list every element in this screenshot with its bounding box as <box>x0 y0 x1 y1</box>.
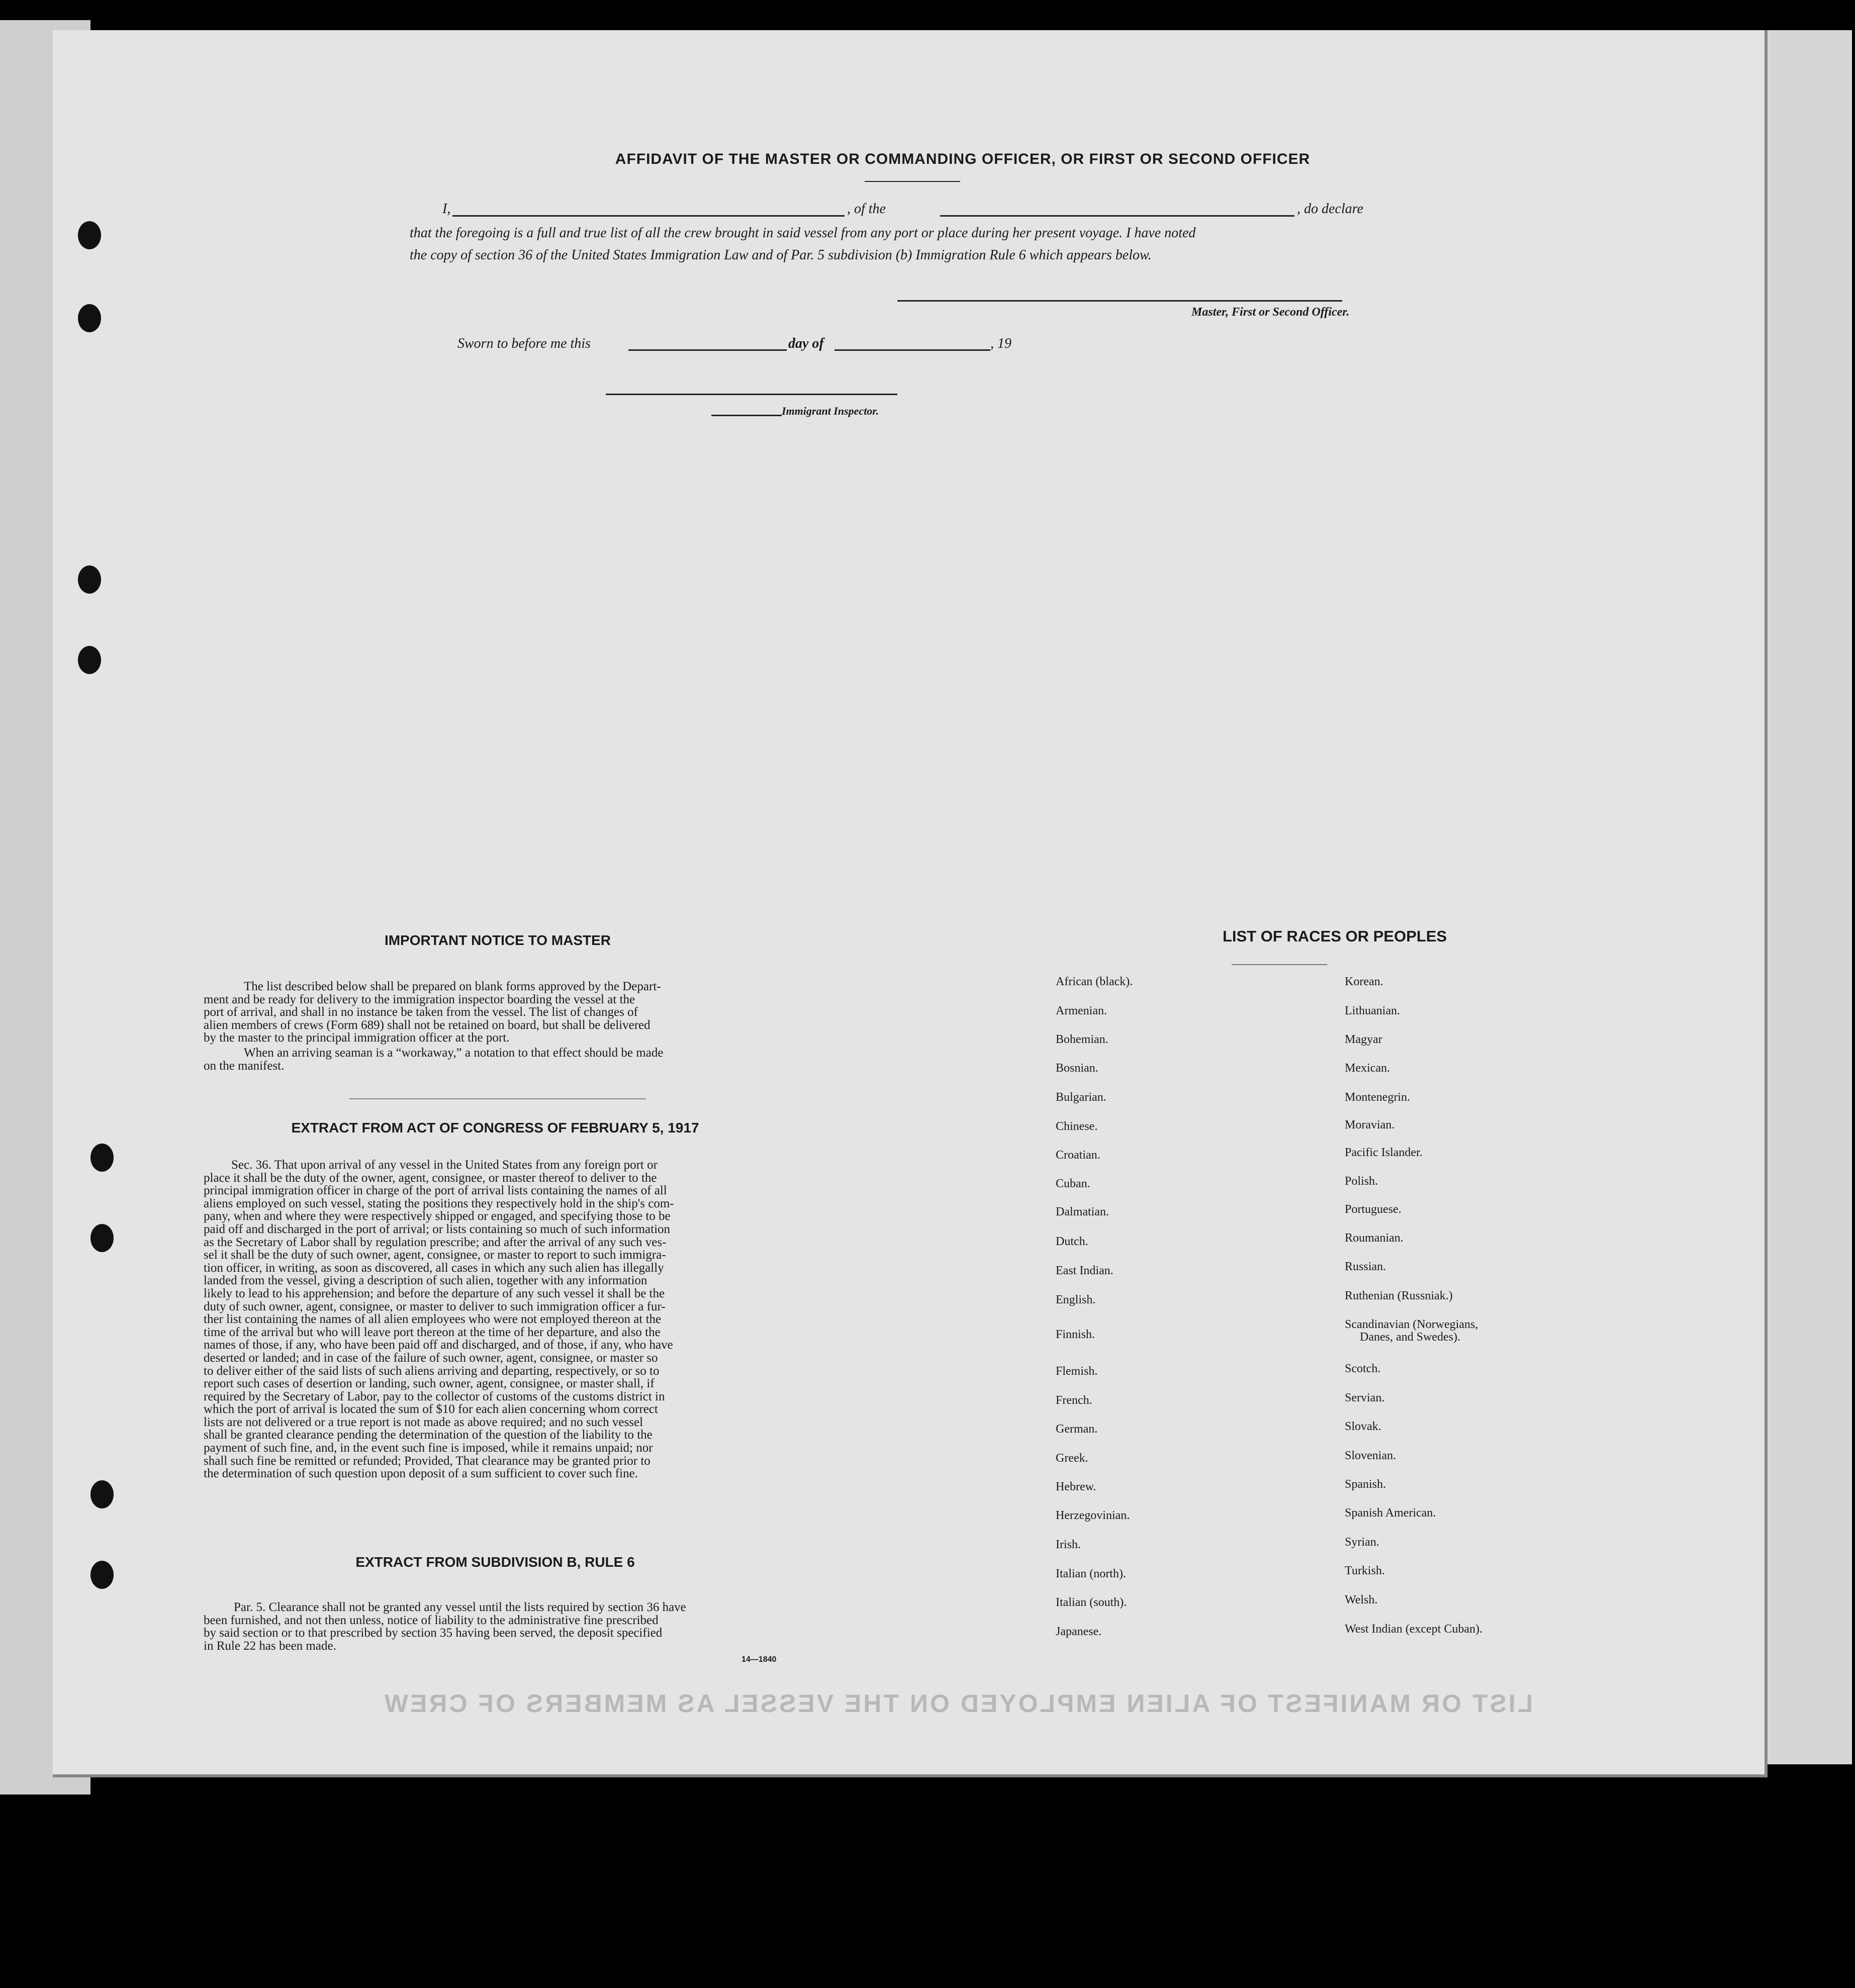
race-item: Portuguese. <box>1345 1203 1402 1216</box>
act-line: as the Secretary of Labor shall by regulation prescribe; and after the arrival of any such ves- <box>204 1235 667 1249</box>
race-item: English. <box>1056 1293 1096 1306</box>
race-item: Spanish. <box>1345 1478 1386 1491</box>
rule-line: by said section or to that prescribed by section 35 having been served, the deposit specified <box>204 1626 663 1640</box>
race-item: Armenian. <box>1056 1004 1107 1017</box>
declaration-line-2: the copy of section 36 of the United States Immigration Law and of Par. 5 subdivision (b) Immigration Rule 6 which appears below. <box>410 247 1152 263</box>
affidavit-title: AFFIDAVIT OF THE MASTER OR COMMANDING OFFICER, OR FIRST OR SECOND OFFICER <box>615 151 1311 167</box>
act-line: the determination of such question upon deposit of a sum sufficient to cover such fine. <box>204 1467 638 1481</box>
race-item: Flemish. <box>1056 1365 1098 1378</box>
race-item: Irish. <box>1056 1538 1081 1551</box>
act-line: Sec. 36. That upon arrival of any vessel in the United States from any foreign port or <box>231 1158 658 1172</box>
rule-heading: EXTRACT FROM SUBDIVISION B, RULE 6 <box>355 1554 635 1570</box>
form-number: 14—1840 <box>741 1655 777 1664</box>
inspector-caption: Immigrant Inspector. <box>782 405 879 417</box>
race-item: German. <box>1056 1423 1098 1436</box>
signature-blank <box>897 300 1342 302</box>
race-item: French. <box>1056 1394 1092 1407</box>
race-item: African (black). <box>1056 975 1133 988</box>
race-item: Spanish American. <box>1345 1506 1436 1520</box>
punch-hole <box>90 1224 114 1252</box>
act-line: payment of such fine, and, in the event such fine is imposed, while it remains unpaid; nor <box>204 1441 653 1455</box>
race-item: Moravian. <box>1345 1118 1395 1131</box>
act-line: shall be granted clearance pending the determination of the question of the liability to the <box>204 1428 653 1442</box>
race-item: Hebrew. <box>1056 1480 1096 1493</box>
act-line: which the port of arrival is located the sum of $10 for each alien concerning whom correct <box>204 1402 658 1416</box>
race-item: Chinese. <box>1056 1120 1098 1133</box>
notice-line: When an arriving seaman is a “workaway,” a notation to that effect should be made <box>244 1046 664 1060</box>
declaration-line-1: that the foregoing is a full and true list of all the crew brought in said vessel from any port or place during her present voyage. I have noted <box>410 225 1196 241</box>
inspector-signature-blank <box>606 394 897 395</box>
race-item: Servian. <box>1345 1391 1385 1404</box>
form-page <box>53 30 1768 1777</box>
race-item: Finnish. <box>1056 1328 1095 1341</box>
month-blank <box>834 349 990 351</box>
race-item: Magyar <box>1345 1033 1382 1046</box>
vessel-blank <box>940 215 1294 217</box>
race-item: East Indian. <box>1056 1264 1114 1277</box>
act-line: paid off and discharged in the port of arrival; or lists containing so much of such information <box>204 1222 671 1236</box>
notice-line: on the manifest. <box>204 1059 285 1073</box>
act-line: place it shall be the duty of the owner, agent, consignee, or master thereof to deliver to the <box>204 1171 657 1185</box>
act-line: sel it shall be the duty of such owner, agent, consignee, or master to report to such immigra- <box>204 1248 666 1262</box>
race-item: Korean. <box>1345 975 1383 988</box>
act-line: deserted or landed; and in case of the failure of such owner, agent, consignee, or master so <box>204 1351 658 1365</box>
punch-hole <box>78 565 101 594</box>
race-item: Lithuanian. <box>1345 1004 1400 1017</box>
race-item: Japanese. <box>1056 1625 1102 1638</box>
name-blank <box>452 215 845 217</box>
race-item: Slovak. <box>1345 1420 1381 1433</box>
punch-hole <box>90 1144 114 1172</box>
i-label: I, <box>442 201 451 217</box>
race-item: Slovenian. <box>1345 1449 1396 1462</box>
notice-heading: IMPORTANT NOTICE TO MASTER <box>384 932 611 948</box>
punch-hole <box>78 304 101 332</box>
notice-line: by the master to the principal immigration officer at the port. <box>204 1031 510 1045</box>
race-item: Montenegrin. <box>1345 1091 1410 1104</box>
day-of-label: day of <box>788 336 824 351</box>
title-underline <box>865 181 960 182</box>
notice-line: ment and be ready for delivery to the immigration inspector boarding the vessel at the <box>204 992 635 1006</box>
act-body <box>204 1159 787 1480</box>
inspector-short-blank <box>711 415 782 416</box>
section-divider <box>349 1098 646 1099</box>
race-item: Croatian. <box>1056 1149 1100 1162</box>
act-line: time of the arrival but who will leave port thereon at the time of her departure, and also the <box>204 1325 661 1339</box>
punch-hole <box>78 646 101 674</box>
race-item: Mexican. <box>1345 1062 1390 1075</box>
race-item: Ruthenian (Russniak.) <box>1345 1289 1453 1302</box>
race-item: Scotch. <box>1345 1362 1381 1375</box>
rule-body <box>204 1601 787 1652</box>
act-line: ther list containing the names of all alien employees who were not employed thereon at the <box>204 1312 662 1327</box>
races-heading: LIST OF RACES OR PEOPLES <box>1222 927 1447 945</box>
act-line: lists are not delivered or a true report is not made as above required; and no such vessel <box>204 1415 643 1429</box>
act-line: duty of such owner, agent, consignee, or master to deliver to such immigration officer a fur- <box>204 1299 666 1313</box>
punch-hole <box>78 221 101 249</box>
notice-line: The list described below shall be prepared on blank forms approved by the Depart- <box>244 980 661 993</box>
race-item: Turkish. <box>1345 1564 1385 1577</box>
rule-line: in Rule 22 has been made. <box>204 1639 336 1653</box>
race-item: Bohemian. <box>1056 1033 1108 1046</box>
race-item: Italian (south). <box>1056 1596 1127 1609</box>
rule-line: been furnished, and not then unless, notice of liability to the administrative fine prescribed <box>204 1613 659 1627</box>
day-blank <box>628 349 787 351</box>
act-line: landed from the vessel, giving a description of such alien, together with any information <box>204 1274 647 1288</box>
race-item: Bulgarian. <box>1056 1091 1106 1104</box>
race-item: Pacific Islander. <box>1345 1146 1423 1159</box>
act-line: tion officer, in writing, as soon as discovered, all cases in which any such alien has illegally <box>204 1261 664 1275</box>
race-item: Dalmatian. <box>1056 1205 1109 1218</box>
race-item: Bosnian. <box>1056 1062 1098 1075</box>
notice-body <box>204 980 787 1072</box>
act-line: required by the Secretary of Labor, pay to the collector of customs of the customs district in <box>204 1389 665 1403</box>
notice-line: port of arrival, and shall in no instance be taken from the vessel. The list of changes of <box>204 1005 638 1019</box>
race-item: Greek. <box>1056 1452 1088 1465</box>
act-line: report such cases of desertion or landing, such owner, agent, consignee, or master shall, if <box>204 1377 655 1391</box>
race-item: Dutch. <box>1056 1235 1088 1248</box>
punch-hole <box>90 1480 114 1508</box>
race-item: Russian. <box>1345 1260 1386 1273</box>
notice-line: alien members of crews (Form 689) shall not be retained on board, but shall be delivered <box>204 1018 651 1032</box>
race-item: Italian (north). <box>1056 1567 1126 1580</box>
race-item: Herzegovinian. <box>1056 1509 1130 1522</box>
race-item: Roumanian. <box>1345 1232 1404 1245</box>
act-line: aliens employed on such vessel, stating the positions they respectively hold in the ship's com- <box>204 1196 674 1210</box>
act-line: likely to lead to his apprehension; and before the departure of any such vessel it shall be the <box>204 1286 665 1300</box>
signature-caption: Master, First or Second Officer. <box>1191 306 1350 319</box>
race-item: Scandinavian (Norwegians, <box>1345 1318 1478 1331</box>
race-item: Cuban. <box>1056 1177 1090 1190</box>
race-item: West Indian (except Cuban). <box>1345 1623 1482 1636</box>
act-line: shall such fine be remitted or refunded; Provided, That clearance may be granted prior to <box>204 1454 651 1468</box>
sworn-label: Sworn to before me this <box>457 336 591 351</box>
race-item: Danes, and Swedes). <box>1360 1331 1460 1344</box>
act-line: to deliver either of the said lists of such aliens arriving and departing, respectively, or so to <box>204 1364 660 1378</box>
act-line: pany, when and where they were respectively shipped or engaged, and specifying those to be <box>204 1209 671 1223</box>
year-label: , 19 <box>990 336 1011 351</box>
rule-line: Par. 5. Clearance shall not be granted any vessel until the lists required by section 36 have <box>234 1600 686 1614</box>
do-declare-label: , do declare <box>1297 201 1363 217</box>
of-the-label: , of the <box>847 201 886 217</box>
bleedthrough-text: LIST OR MANIFEST OF ALIEN EMPLOYED ON THE VESSEL AS MEMBERS OF CREW <box>382 1689 1533 1718</box>
race-item: Welsh. <box>1345 1593 1378 1606</box>
act-line: names of those, if any, who have been paid off and discharged, and of those, if any, who have <box>204 1338 673 1352</box>
race-item: Syrian. <box>1345 1536 1379 1549</box>
race-item: Polish. <box>1345 1175 1378 1188</box>
races-heading-underline <box>1232 964 1327 965</box>
act-line: principal immigration officer in charge of the port of arrival lists containing the names of all <box>204 1184 667 1198</box>
act-heading: EXTRACT FROM ACT OF CONGRESS OF FEBRUARY 5, 1917 <box>291 1120 699 1135</box>
punch-hole <box>90 1561 114 1589</box>
